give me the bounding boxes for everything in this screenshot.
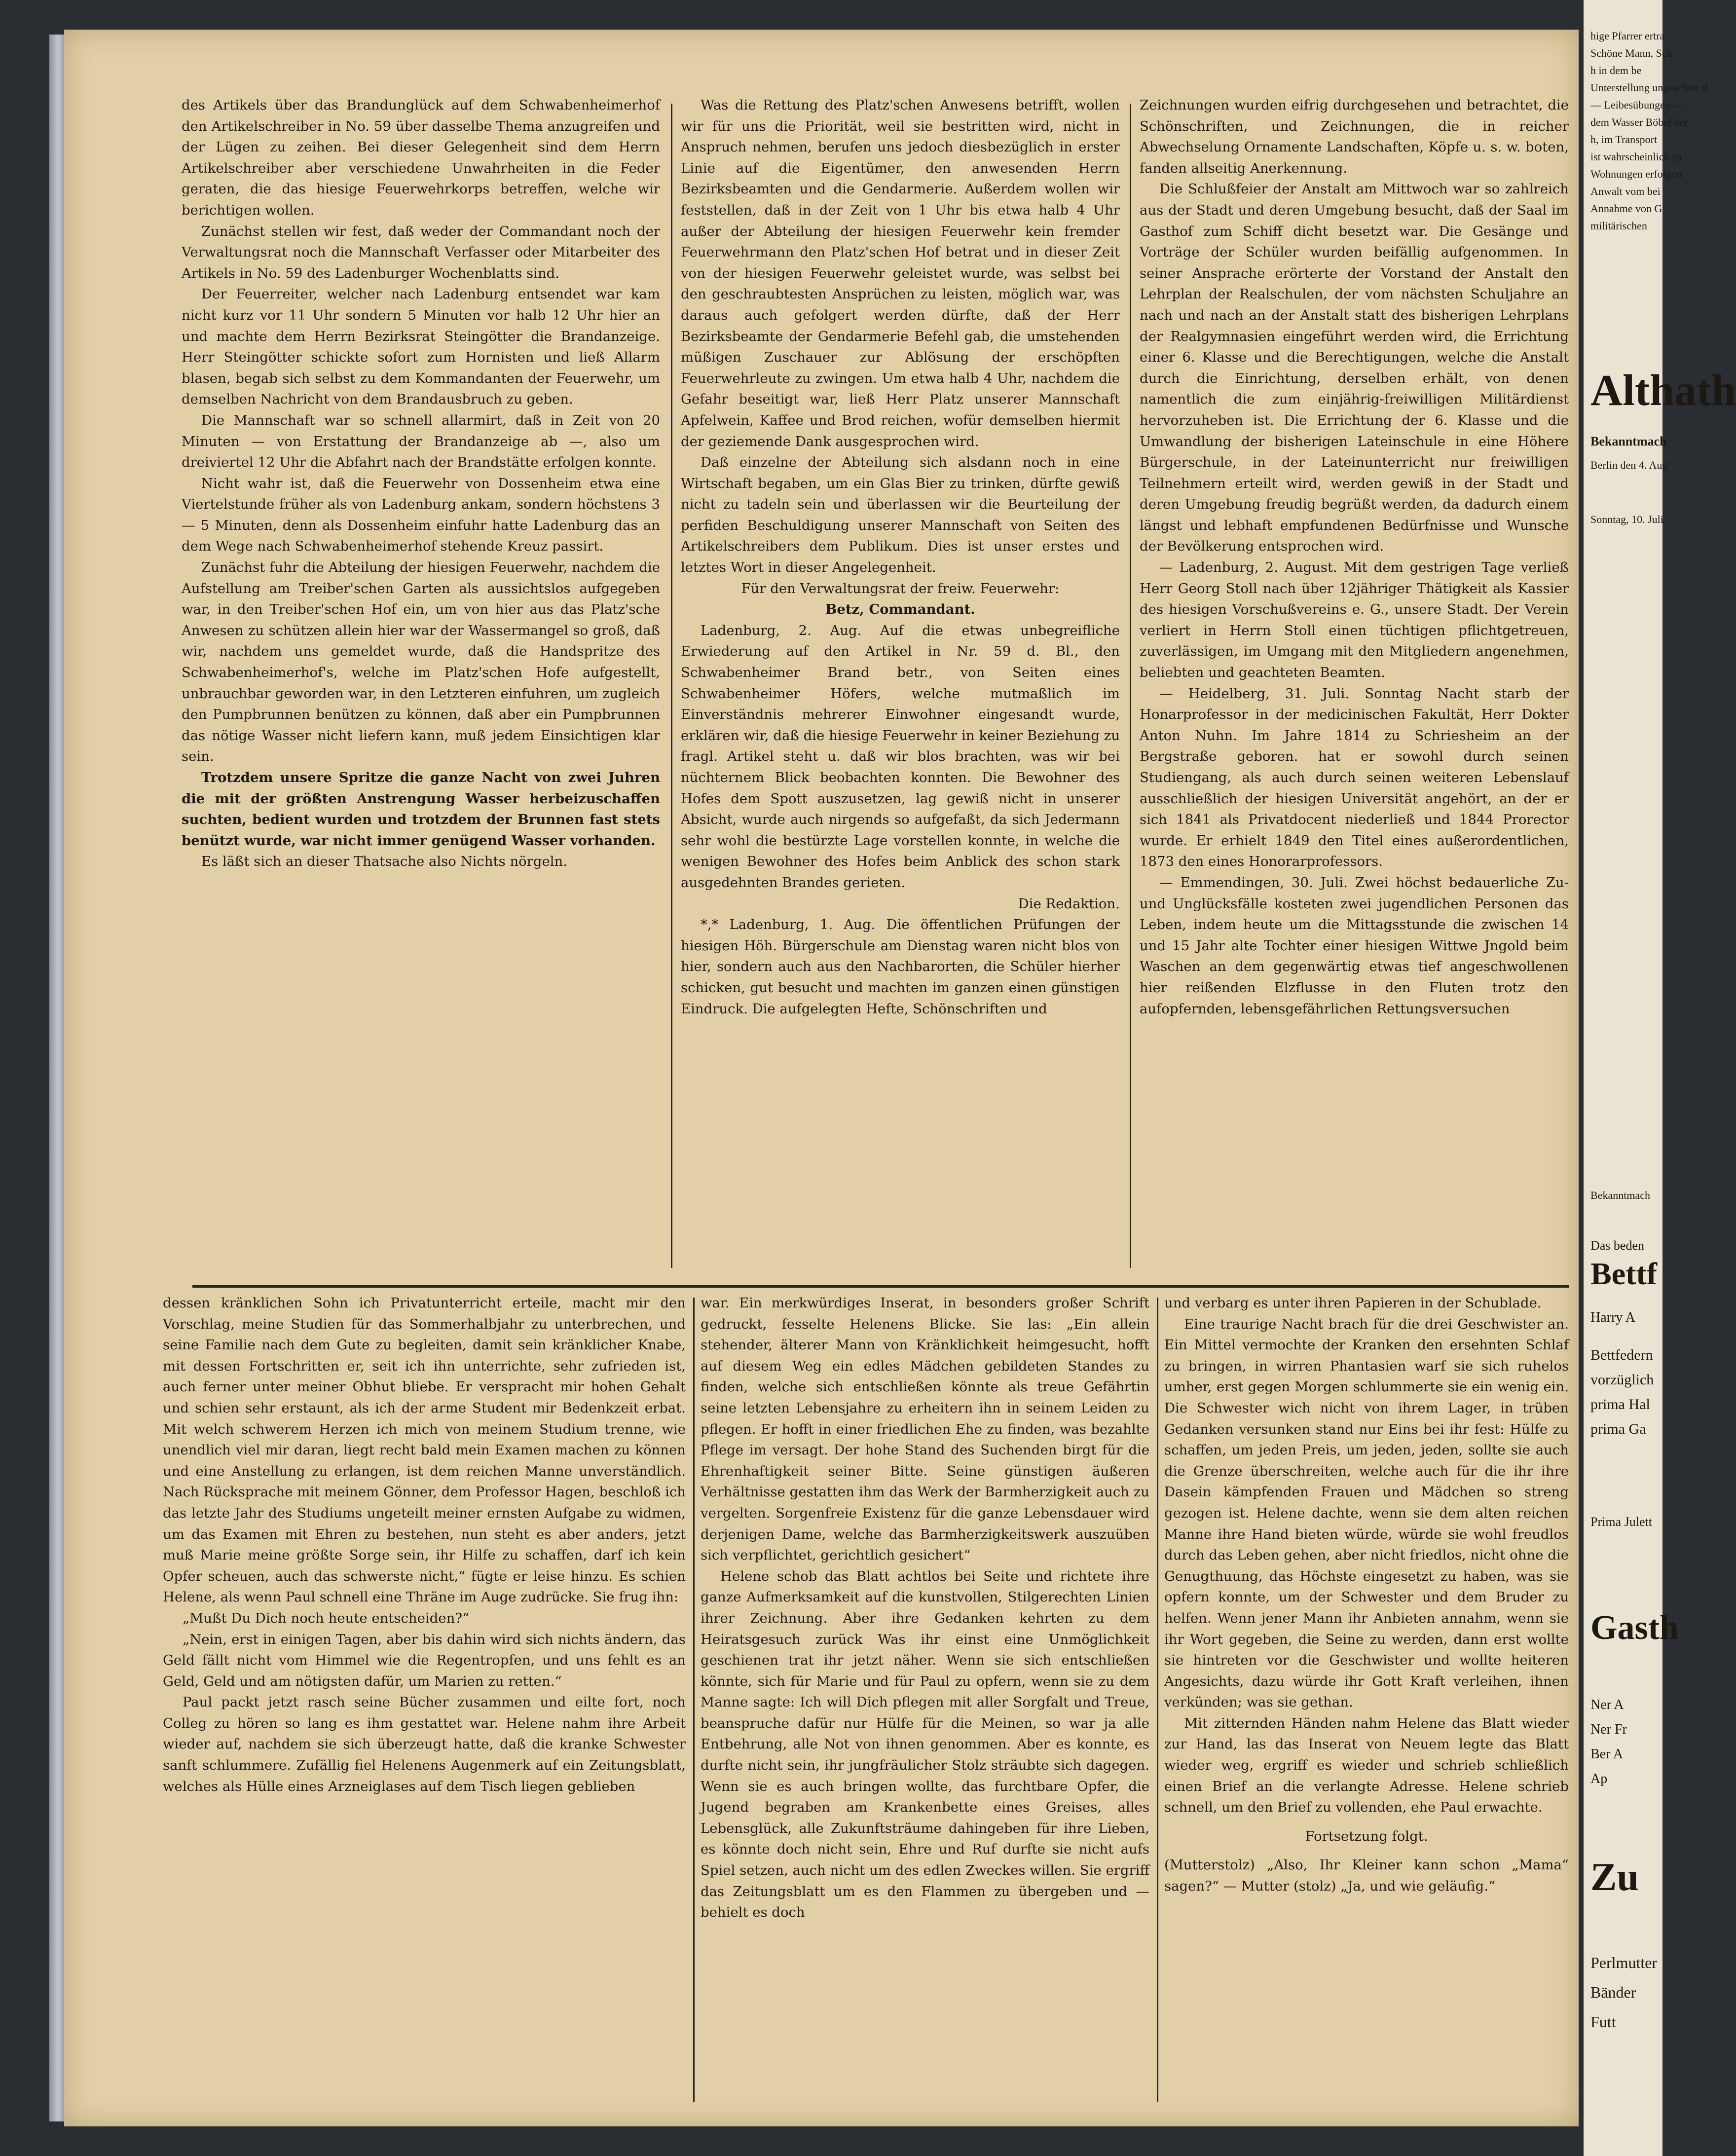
paragraph: „Nein, erst in einigen Tagen, aber bis dahin wird sich nichts ändern, das Geld fällt nicht vom Himmel wie die Regentropfen, und uns fehlt es an Geld, Geld und am nötigsten dafür, um Marien zu retten.“	[163, 1631, 686, 1689]
fragment: Berlin den 4. Aug	[1590, 459, 1668, 471]
adjacent-page-strip	[1584, 0, 1736, 2156]
fragment: Bekanntmach	[1590, 434, 1667, 448]
paragraph: „Mußt Du Dich noch heute entscheiden?“	[183, 1610, 470, 1626]
fragment: Unterstellung ungeachtet d	[1590, 81, 1708, 94]
newspaper-page	[64, 30, 1579, 2126]
fragment: Wohnungen erfolgen	[1590, 168, 1682, 180]
top-column-3	[1140, 95, 1569, 1279]
paragraph: Was die Rettung des Platz'schen Anwesens betrifft, wollen wir für uns die Priorität, weil sie bestritten wird, nicht in Anspruch nehmen, berufen uns jedoch diesbezüglich in erster Linie auf die Eigentümer, den anwesenden Herrn Bezirksbeamten und die Gendarmerie. Außerdem wollen wir feststellen, daß in der Zeit von 1 Uhr bis etwa halb 4 Uhr außer der Abteilung der hiesigen Feuerwehr kein fremder Feuerwehrmann den Platz'schen Hof betrat und in dieser Zeit von der hiesigen Feuerwehr geleistet wurde, was selbst bei den geschraubtesten Ansprüchen zu leisten, möglich war, was daraus auch gefolgert werden dürfte, daß der Herr Bezirksbeamte der Gendarmerie Befehl gab, die umstehenden müßigen Zuschauer zur Ablösung der erschöpften Feuerwehrleute zu zwingen. Um etwa halb 4 Uhr, nachdem die Gefahr beseitigt war, ließ Herr Platz unserer Mannschaft Apfelwein, Kaffee und Brod reichen, wofür demselben hiermit der geziemende Dank ausgesprochen wird.	[681, 97, 1120, 449]
paragraph: Zunächst stellen wir fest, daß weder der Commandant noch der Verwaltungsrat noch die Mannschaft Verfasser oder Mitarbeiter des Artikels in No. 59 des Ladenburger Wochenblatts sind.	[182, 223, 660, 281]
paragraph: Daß einzelne der Abteilung sich alsdann noch in eine Wirtschaft begaben, um ein Glas Bier zu trinken, dürfte gewiß nicht zu tadeln sein und überlassen wir die Beurteilung der perfiden Beschuldigung unserer Mannschaft von Seiten des Artikelschreibers dem Publikum. Dies ist unser erstes und letztes Wort in dieser Angelegenheit.	[681, 454, 1120, 576]
paragraph: Der Feuerreiter, welcher nach Ladenburg entsendet war kam nicht kurz vor 11 Uhr sondern 5 Minuten vor halb 12 Uhr hier an und machte dem Herrn Bezirksrat Steingötter die Brandanzeige. Herr Steingötter schickte sofort zum Hornisten und ließ Allarm blasen, begab sich selbst zu dem Kommandanten der Feuerwehr, um demselben Nachricht von dem Brandausbruch zu geben.	[182, 286, 660, 408]
fragment: militärischen	[1590, 220, 1647, 232]
fragment: Bekanntmach	[1590, 1189, 1650, 1201]
paragraph: — Emmendingen, 30. Juli. Zwei höchst bedauerliche Zu- und Unglücksfälle kosteten zwei jugendlichen Personen das Leben, indem heute um die Mittagsstunde die zwischen 14 und 15 Jahr alte Tochter einer hiesigen Wittwe Jngold beim Waschen an dem gegenwärtig etwas tief angeschwollenen hier reißenden Elzflusse in den Fluten trotz den aufopfernden, lebensgefährlichen Rettungsversuchen	[1140, 874, 1569, 1017]
paragraph: Mit zitternden Händen nahm Helene das Blatt wieder zur Hand, las das Inserat von Neuem legte das Blatt wieder weg, ergriff es wieder und schrieb schließlich einen Brief an die verlangte Adresse. Helene schrieb schnell, um den Brief zu vollenden, ehe Paul erwachte.	[1164, 1715, 1569, 1816]
bottom-column-1	[163, 1293, 686, 2121]
ad-heading: Bettf	[1590, 1256, 1658, 1291]
paragraph: war. Ein merkwürdiges Inserat, in besonders großer Schrift gedruckt, fesselte Helenens Blicke. Sie las: „Ein allein stehender, älterer Mann von Kränklichkeit heimgesucht, hofft auf diesem Weg ein edles Mädchen gebildeten Standes zu finden, welche sich entschließen könnte als treue Gefährtin seine letzten Lebensjahre zu erheitern ihn in seinem Leiden zu pflegen. Er hofft in einer friedlichen Ehe zu finden, was bezahlte Pflege im versagt. Der hohe Stand des Suchenden birgt für die Ehrenhaftigkeit seiner Bitte. Seine günstigen äußeren Verhältnisse gestatten ihm das Werk der Barmherzigkeit auch zu vergelten. Sorgenfreie Existenz für die ganze Lebensdauer wird derjenigen Dame, welche das Barmherzigkeitswerk auszuüben sich verpflichtet, gerichtlich gesichert“	[701, 1295, 1149, 1563]
signature-line: Für den Verwaltungsrat der freiw. Feuerwehr:	[741, 580, 1060, 596]
column-rule	[693, 1298, 695, 2102]
paragraph: Die Schlußfeier der Anstalt am Mittwoch war so zahlreich aus der Stadt und deren Umgebung besucht, daß der Saal im Gasthof zum Schiff dicht besetzt war. Die Gesänge und Vorträge der Schüler wurden beifällig aufgenommen. In seiner Ansprache erörterte der Vorstand der Anstalt den Lehrplan der Realschulen, der vom nächsten Schuljahre an nach und nach an der Anstalt statt des bisherigen Lehrplans der Realgymnasien eingeführt werden wird, die Errichtung einer 6. Klasse und die Berechtigungen, welche die Anstalt durch die Einrichtung, derselben erhält, von denen namentlich die zum einjährig-freiwilligen Militärdienst hervorzuheben ist. Die Errichtung der 6. Klasse und die Umwandlung der bisherigen Lateinschule in eine Höhere Bürgerschule, in der Lateinunterricht nur freiwilligen Teilnehmern erteilt wird, werden gewiß in der Stadt und deren Umgebung freudig begrüßt werden, da dadurch einem längst und lebhaft empfundenen Bedürfnisse und Wunsche der Bevölkerung entsprochen wird.	[1140, 181, 1569, 555]
fragment: Bänder	[1590, 1983, 1636, 2001]
fragment: Harry A	[1590, 1310, 1635, 1325]
fragment: prima Hal	[1590, 1396, 1650, 1413]
fragment: Das beden	[1590, 1238, 1645, 1253]
joke-paragraph: (Mutterstolz) „Also, Ihr Kleiner kann schon „Mama“ sagen?“ — Mutter (stolz) „Ja, und wie geläufig.“	[1164, 1857, 1569, 1895]
ad-heading: Zu	[1590, 1856, 1639, 1899]
fragment: Ber A	[1590, 1747, 1624, 1762]
paragraph: — Ladenburg, 2. August. Mit dem gestrigen Tage verließ Herr Georg Stoll nach über 12jähriger Thätigkeit als Kassier des hiesigen Vorschußvereins e. G., unsere Stadt. Der Verein verliert in Herrn Stoll einen tüchtigen pflichtgetreuen, zuverlässigen, im Umgang mit den Mitgliedern angenehmen, beliebten und geachteten Beamten.	[1140, 559, 1569, 681]
fragment: h in dem be	[1590, 64, 1642, 76]
top-column-2	[681, 95, 1120, 1279]
spacer	[1164, 1847, 1569, 1855]
paragraph: *,* Ladenburg, 1. Aug. Die öffentlichen Prüfungen der hiesigen Höh. Bürgerschule am Dienstag waren nicht blos von hier, sondern auch aus den Nachbarorten, die Schüler hierher schicken, gut besucht und machten im ganzen einen günstigen Eindruck. Die aufgelegten Hefte, Schönschriften und	[681, 917, 1120, 1017]
paragraph: Nicht wahr ist, daß die Feuerwehr von Dossenheim etwa eine Viertelstunde früher als von Ladenburg ankam, sondern höchstens 3 — 5 Minuten, denn als Dossenheim einfuhr hatte Ladenburg das an dem Wege nach Schwabenheimerhof stehende Kreuz passirt.	[182, 475, 660, 555]
paragraph: — Heidelberg, 31. Juli. Sonntag Nacht starb der Honarprofessor in der medicinischen Fakultät, Herr Dokter Anton Nuhn. Im Jahre 1814 zu Schriesheim an der Bergstraße geboren. hat er sowohl durch seinen Studiengang, als auch durch seinen weiteren Lebenslauf ausschließlich der hiesigen Universität angehört, an der er sich 1841 als Privatdocent niederließ und 1844 Prorector wurde. Er erhielt 1849 den Titel eines außerordentlichen, 1873 den eines Honorarprofessors.	[1140, 685, 1569, 870]
fragment: prima Ga	[1590, 1421, 1646, 1437]
paragraph: des Artikels über das Brandunglück auf dem Schwabenheimerhof den Artikelschreiber in No. 59 über dasselbe Thema anzugreifen und der Lügen zu zeihen. Bei dieser Gelegenheit sind dem Herrn Artikelschreiber aber verschiedene Unwahrheiten in die Feder geraten, die das hiesige Feuerwehrkorps betreffen, welche wir berichtigen wollen.	[182, 97, 660, 218]
continuation-note: Fortsetzung folgt.	[1305, 1828, 1428, 1844]
ad-heading: Gasth	[1590, 1609, 1679, 1647]
paragraph: dessen kränklichen Sohn ich Privatunterricht erteile, macht mir den Vorschlag, meine Studien für das Sommerhalbjahr zu unterbrechen, und seine Familie nach dem Gute zu begleiten, damit sein kränklicher Knabe, mit dessen Fortschritten er, seit ich ihn unterrichte, sehr zufrieden ist, auch ferner unter meiner Obhut bliebe. Er verspracht mir hohen Gehalt und schien sehr erstaunt, als ich der arme Student mir Bedenkzeit erbat. Mit welch schwerem Herzen ich mich von meinem Studium trenne, wie unendlich viel mir daran, liegt recht bald mein Examen machen zu können und eine Anstellung zu erlangen, ist dem reichen Manne unverständlich. Nach Rücksprache mit meinem Gönner, dem Professor Hagen, beschloß ich das letzte Jahr des Studiums ungeteilt meiner ernsten Aufgabe zu widmen, um das Examen mit Ehren zu bestehen, nun steht es aber anders, jetzt muß Marie meine größte Sorge sein, ihr Hilfe zu schaffen, darf ich kein Opfer scheuen, auch das schwerste nicht,“ fügte er leise hinzu. Es schien Helene, als wenn Paul schnell eine Thräne im Auge zudrücke. Sie frug ihn:	[163, 1295, 686, 1605]
fragment: — Leibesübungen —	[1590, 99, 1684, 111]
signature-name: Betz, Commandant.	[825, 601, 975, 618]
paragraph: Helene schob das Blatt achtlos bei Seite und richtete ihre ganze Aufmerksamkeit auf die kunstvollen, Stilgerechten Linien ihrer Zeichnung. Aber ihre Gedanken kehrten zu dem Heiratsgesuch zurück Was ihr einst eine Unmöglichkeit geschienen trat ihr jetzt näher. Wenn sie sich entschließen könnte, sich für Marie und für Paul zu opfern, wenn sie zu dem Manne sagte: Ich will Dich pflegen mit aller Sorgfalt und Treue, beanspruche dafür nur Hülfe für die Meinen, so war ja alle Entbehrung, alle Not von ihnen genommen. Aber es konnte, es durfte nicht sein, ihr jungfräulicher Stolz sträubte sich dagegen. Wenn sie es auch bringen wollte, das furchtbare Opfer, die Jugend begraben am Krankenbette eines Greises, alles Lebensglück, alle Zukunftsträume dahingeben für ihre Lieben, es könnte doch nicht sein, Ehre und Ruf durfte sie nicht aufs Spiel setzen, auch nicht um des edlen Zweckes willen. Sie ergriff das Zeitungsblatt um es den Flammen zu übergeben und — behielt es doch	[701, 1568, 1149, 1921]
fragment: Ner Fr	[1590, 1722, 1627, 1737]
fragment: Ap	[1590, 1771, 1608, 1786]
fragment: Perlmutter	[1590, 1954, 1658, 1971]
fragment: Futt	[1590, 2013, 1616, 2031]
fragment: Annahme von G	[1590, 202, 1662, 215]
fragment: Anwalt vom bei	[1590, 185, 1661, 197]
column-rule	[1130, 104, 1131, 1268]
section-divider	[192, 1285, 1569, 1288]
paragraph: Paul packt jetzt rasch seine Bücher zusammen und eilte fort, noch Colleg zu hören so lang es ihm gestattet war. Helene nahm ihre Arbeit wieder auf, nachdem sie sich überzeugt hatte, daß die kranke Schwester sanft schlummere. Zufällig fiel Helenens Augenmerk auf ein Zeitungsblatt, welches als Hülle eines Arzneiglases auf dem Tisch liegen geblieben	[163, 1694, 686, 1794]
fragment: Schöne Mann, Sch	[1590, 47, 1672, 59]
paragraph: Ladenburg, 2. Aug. Auf die etwas unbegreifliche Erwiederung auf den Artikel in Nr. 59 d. Bl., den Schwabenheimer Brand betr., von Seiten eines Schwabenheimer Höfers, welche mutmaßlich im Einverständnis mehrerer Einwohner eingesandt wurde, erklären wir, daß die hiesige Feuerwehr in keiner Beziehung zu fragl. Artikel steht u. daß wir blos brachten, was wir bei nüchternem Blick beobachten konnten. Die Bewohner des Hofes dem Spott auszusetzen, lag gewiß nicht in unserer Absicht, wurde auch nirgends so aufgefaßt, da sich Jedermann sehr wohl die bestürzte Lage vorstellen konnte, in welche die wenigen Bewohner des Hofes beim Anblick des schon stark ausgedehnten Brandes gerieten.	[681, 622, 1120, 891]
ad-heading: Althath	[1590, 366, 1736, 415]
fragment: Bettfedern	[1590, 1347, 1653, 1363]
fragment: ist wahrscheinlich sp	[1590, 150, 1682, 163]
fragment: h, im Transport	[1590, 133, 1658, 146]
paragraph: Die Mannschaft war so schnell allarmirt, daß in Zeit von 20 Minuten — von Erstattung der Brandanzeige ab —, also um dreiviertel 12 Uhr die Abfahrt nach der Brandstätte erfolgen konnte.	[182, 412, 660, 471]
editor-signature: Die Redaktion.	[1018, 895, 1120, 912]
paragraph: Es läßt sich an dieser Thatsache also Nichts nörgeln.	[201, 854, 567, 870]
fragment: vorzüglich	[1590, 1372, 1654, 1388]
column-rule	[1157, 1298, 1158, 2102]
paragraph: und verbarg es unter ihren Papieren in der Schublade.	[1164, 1295, 1542, 1311]
fragment: Ner A	[1590, 1697, 1624, 1712]
paragraph: Zunächst fuhr die Abteilung der hiesigen Feuerwehr, nachdem die Aufstellung am Treiber'schen Garten als aussichtslos aufgegeben war, in den Treiber'schen Hof ein, um von hier aus das Platz'sche Anwesen zu schützen allein hier war der Wassermangel so groß, daß wir, nachdem uns gemeldet wurde, daß die Handspritze des Schwabenheimerhof's, welche im Platz'schen Hofe aufgestellt, unbrauchbar geworden war, in den Letzteren einfuhren, um zugleich den Pumpbrunnen benützen zu können, daß aber ein Pumpbrunnen das nötige Wasser nicht liefern kann, muß jedem Einsichtigen klar sein.	[182, 559, 660, 765]
top-column-1	[182, 95, 660, 1279]
fragment: hige Pfarrer ertra	[1590, 30, 1665, 42]
fragment: Sonntag, 10. Juli	[1590, 513, 1663, 525]
column-rule	[671, 104, 672, 1268]
spacer	[1164, 1818, 1569, 1826]
fragment: dem Wasser Böbel ber	[1590, 116, 1688, 128]
paragraph: Eine traurige Nacht brach für die drei Geschwister an. Ein Mittel vermochte der Kranken den ersehnten Schlaf zu bringen, in wirren Phantasien warf sie sich ruhelos umher, erst gegen Morgen schlummerte sie ein wenig ein. Die Schwester wich nicht von ihrem Lager, in trüben Gedanken versunken stand nur Eins bei ihr fest: Hülfe zu schaffen, um jeden Preis, um jeden, jeden, sollte sie auch die Grenze überschreiten, welche auch für die ihr ihre Dasein kämpfenden Frauen und Mädchen so streng gezogen ist. Helene dachte, wenn sie dem alten reichen Manne ihre Hand bieten würde, würde sie wohl freudlos durch das Leben gehen, aber nicht friedlos, nicht ohne die Genugthuung, das Höchste eingesetzt zu haben, was sie opfern konnte, um der Schwester und dem Bruder zu helfen. Wenn jener Mann ihr Anbieten annahm, wenn sie ihr Wort gegeben, die Seine zu werden, dann erst wollte sie hintreten vor die Geschwister und wollte heiteren Angesichts, dazu würde ihr Gott Kraft verleihen, ihnen verkünden; was sie gethan.	[1164, 1316, 1569, 1710]
bottom-column-3	[1164, 1293, 1569, 2121]
paragraph: Trotzdem unsere Spritze die ganze Nacht von zwei Juhren die mit der größten Anstrengung Wasser herbeizuschaffen suchten, bedient wurden und trotzdem der Brunnen fast stets benützt wurde, war nicht immer genügend Wasser vorhanden.	[182, 770, 660, 849]
book-binding-edge	[49, 35, 64, 2121]
fragment: Prima Julett	[1590, 1515, 1652, 1529]
bottom-column-2	[701, 1293, 1149, 2121]
paragraph: Zeichnungen wurden eifrig durchgesehen und betrachtet, die Schönschriften, und Zeichnungen, die in reicher Abwechselung Ornamente Landschaften, Köpfe u. s. w. boten, fanden allseitig Anerkennung.	[1140, 97, 1569, 176]
